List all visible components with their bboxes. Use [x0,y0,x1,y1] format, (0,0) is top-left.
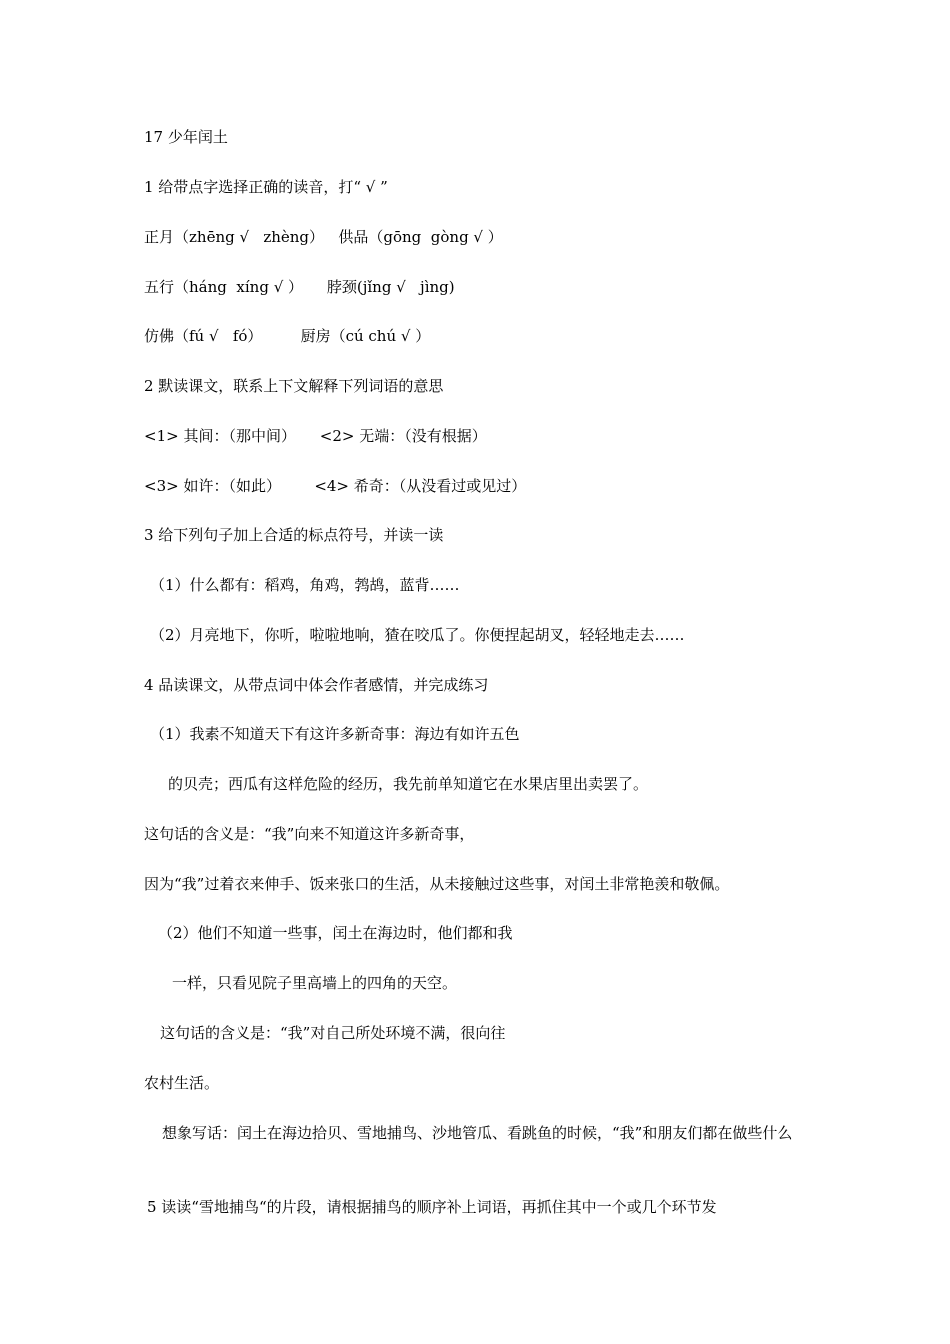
reading-item-2-line-2: 一样，只看见院子里高墙上的四角的天空。 [172,974,458,992]
word-meaning-row-1: <1> 其间：（那中间） <2> 无端：（没有根据） [144,427,487,445]
pinyin-row-1: 正月（zhēng √ zhèng） 供品（gōng gòng √ ） [144,228,503,246]
question-4-heading: 4 品读课文，从带点词中体会作者感情，并完成练习 [144,676,489,694]
imagination-writing-prompt: 想象写话：闰土在海边拾贝、雪地捕鸟、沙地管瓜、看跳鱼的时候，“我”和朋友们都在做些什么 [162,1124,793,1142]
meaning-2-line-2: 农村生活。 [144,1074,220,1092]
lesson-title: 17 少年闰土 [144,128,228,146]
pinyin-row-2: 五行（háng xíng √ ） 脖颈(jǐng √ jìng) [144,278,455,296]
word-meaning-row-2: <3> 如许：（如此） <4> 希奇：（从没看过或见过） [144,477,527,495]
pinyin-row-3: 仿佛（fú √ fó） 厨房（cú chú √ ） [144,327,431,345]
meaning-1-line-1: 这句话的含义是：“我”向来不知道这许多新奇事， [144,825,475,843]
question-5-heading: 5 读读“雪地捕鸟“的片段，请根据捕鸟的顺序补上词语，再抓住其中一个或几个环节发 [147,1198,717,1216]
question-1-heading: 1 给带点字选择正确的读音，打“ √ ” [144,178,388,196]
meaning-2-line-1: 这句话的含义是：“我”对自己所处环境不满，很向往 [160,1024,506,1042]
punctuation-sentence-1: （1）什么都有：稻鸡，角鸡，鹁鸪，蓝背…… [150,576,460,594]
question-2-heading: 2 默读课文，联系上下文解释下列词语的意思 [144,377,444,395]
meaning-1-line-2: 因为“我”过着衣来伸手、饭来张口的生活，从未接触过这些事，对闰土非常艳羡和敬佩。 [144,875,730,893]
reading-item-1-line-1: （1）我素不知道天下有这许多新奇事：海边有如许五色 [150,725,520,743]
punctuation-sentence-2: （2）月亮地下，你听，啦啦地响，猹在咬瓜了。你便捏起胡叉，轻轻地走去…… [150,626,685,644]
question-3-heading: 3 给下列句子加上合适的标点符号，并读一读 [144,526,444,544]
reading-item-1-line-2: 的贝壳；西瓜有这样危险的经历，我先前单知道它在水果店里出卖罢了。 [168,775,649,793]
reading-item-2-line-1: （2）他们不知道一些事，闰土在海边时，他们都和我 [158,924,513,942]
